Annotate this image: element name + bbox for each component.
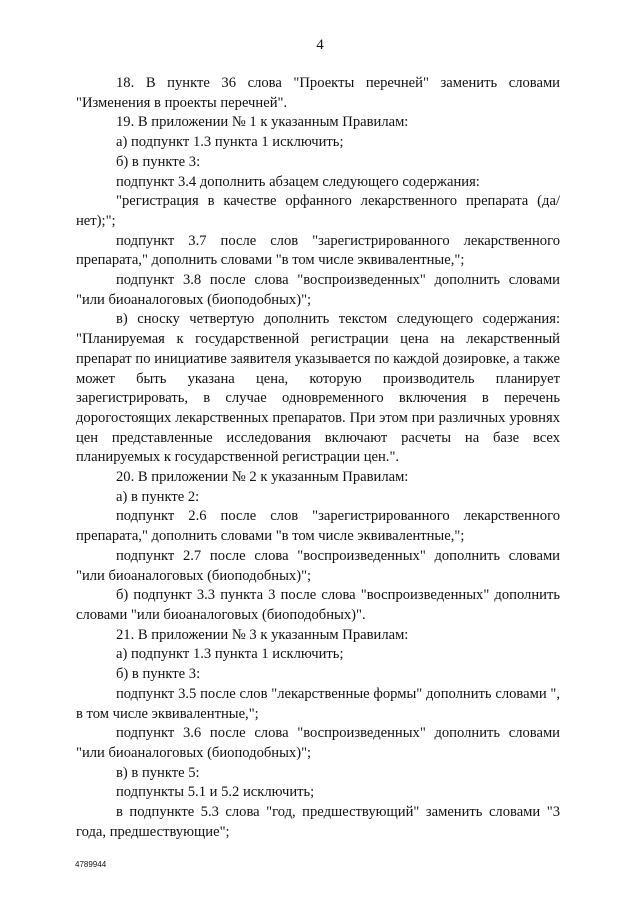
paragraph-20-a-2-7: подпункт 2.7 после слова "воспроизведенных" дополнить словами "или биоаналоговых (биоподобных)"; [76,547,560,584]
paragraph-21: 21. В приложении № 3 к указанным Правилам: [116,626,409,643]
paragraph-21-v: в) в пункте 5: [116,764,200,781]
paragraph-20: 20. В приложении № 2 к указанным Правилам: [116,469,409,486]
paragraph-21-v-5-3: в подпункте 5.3 слова "год, предшествующий" заменить словами "3 года, предшествующие"; [76,804,560,840]
paragraph-19-b-3-7: подпункт 3.7 после слов "зарегистрированного лекарственного препарата," дополнить словами "в том числе эквивалентные,"; [76,232,560,269]
paragraph-20-b: б) подпункт 3.3 пункта 3 после слова "воспроизведенных" дополнить словами "или биоаналоговых (биоподобных)". [76,587,560,623]
paragraph-19-b-3-8: подпункт 3.8 после слова "воспроизведенных" дополнить словами "или биоаналоговых (биоподобных)"; [76,272,560,308]
paragraph-20-a-2-6: подпункт 2.6 после слов "зарегистрированного лекарственного препарата," дополнить словами "в том числе эквивалентные,"; [76,508,560,545]
paragraph-19-b-3-4: подпункт 3.4 дополнить абзацем следующего содержания: [116,173,480,190]
paragraph-20-a: а) в пункте 2: [116,488,200,505]
paragraph-19-v: в) сноску четвертую дополнить текстом следующего содержания: "Планируемая к государственной регистрации цена на лекарственный препарат по инициативе заявителя указывается по каждой дозировке, а также может быть указана цена, которую производитель планирует зарегистрировать, в случае одновременного включения в перечень дорогостоящих лекарственных препаратов. При этом при различных уровнях цен представленные исследования включают расчеты на базе всех планируемых к государственной регистрации цен.". [76,311,560,466]
paragraph-19-b-3-4-text: "регистрация в качестве орфанного лекарственного препарата (да/нет);"; [76,193,560,229]
document-code: 4789944 [75,860,107,869]
paragraph-21-b-3-5: подпункт 3.5 после слов "лекарственные формы" дополнить словами ", в том числе эквивалентные,"; [76,685,560,722]
paragraph-21-a: а) подпункт 1.3 пункта 1 исключить; [116,646,344,663]
paragraph-21-b-3-6: подпункт 3.6 после слова "воспроизведенных" дополнить словами "или биоаналоговых (биоподобных)"; [76,725,560,761]
paragraph-19-b: б) в пункте 3: [116,153,201,170]
paragraph-19: 19. В приложении № 1 к указанным Правилам: [116,114,409,131]
paragraph-21-b: б) в пункте 3: [116,666,201,683]
paragraph-18: 18. В пункте 36 слова "Проекты перечней" заменить словами "Изменения в проекты перечней". [76,75,560,111]
paragraph-19-a: а) подпункт 1.3 пункта 1 исключить; [116,134,344,151]
paragraph-21-v-5-1-5-2: подпункты 5.1 и 5.2 исключить; [116,784,315,801]
document-body [76,74,560,842]
page-number: 4 [316,37,324,53]
